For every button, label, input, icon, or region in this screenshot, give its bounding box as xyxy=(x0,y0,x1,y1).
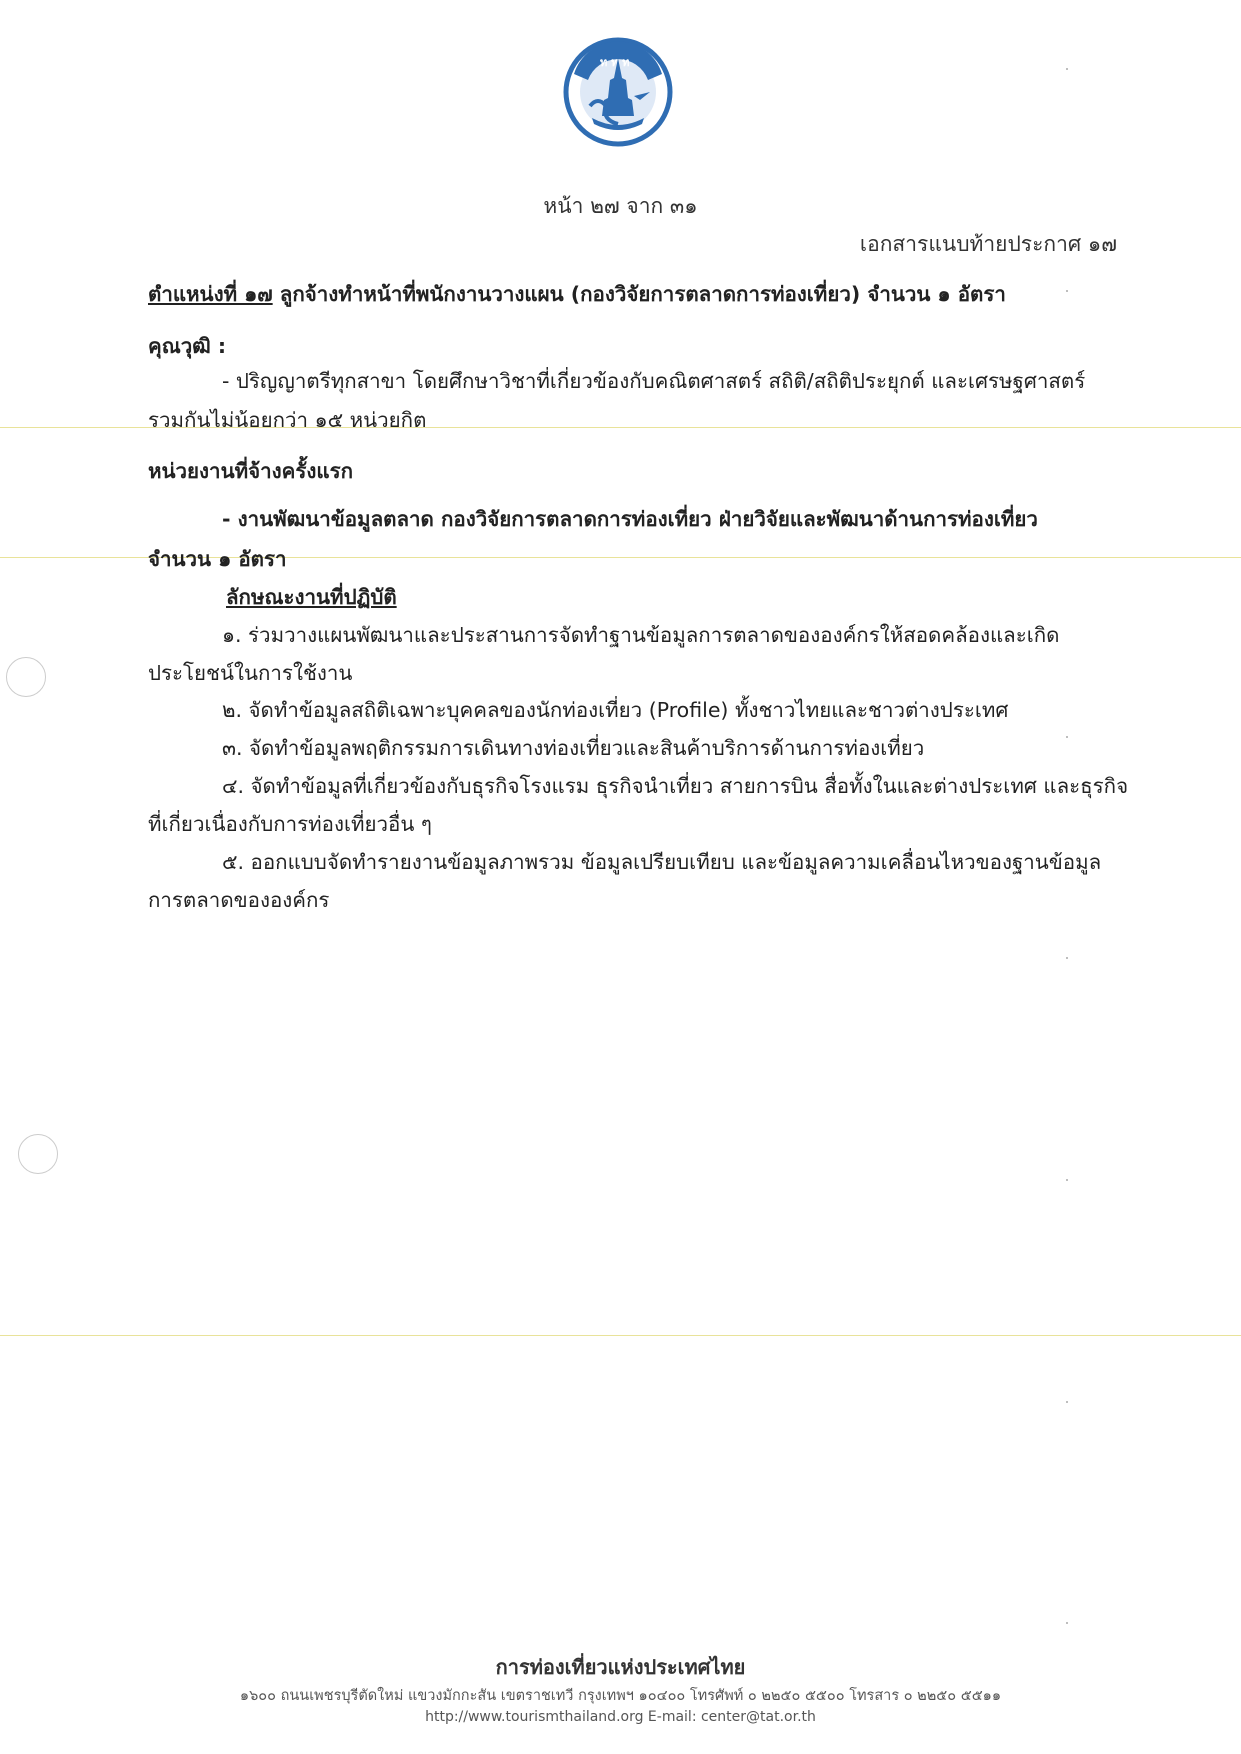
tat-logo xyxy=(562,36,674,148)
scan-speck xyxy=(1066,957,1068,959)
duty-line: ๓. จัดทำข้อมูลพฤติกรรมการเดินทางท่องเที่ยวและสินค้าบริการด้านการท่องเที่ยว xyxy=(222,736,925,760)
first-unit-line: - งานพัฒนาข้อมูลตลาด กองวิจัยการตลาดการท่องเที่ยว ฝ่ายวิจัยและพัฒนาด้านการท่องเที่ยว xyxy=(222,507,1038,531)
svg-text:ท ท ท: ท ท ท xyxy=(600,56,630,69)
page-number: หน้า ๒๗ จาก ๓๑ xyxy=(543,194,698,218)
qualification-line: รวมกันไม่น้อยกว่า ๑๕ หน่วยกิต xyxy=(148,408,427,432)
qualification-line: - ปริญญาตรีทุกสาขา โดยศึกษาวิชาที่เกี่ยวข้องกับคณิตศาสตร์ สถิติ/สถิติประยุกต์ และเศรษฐศาสตร์ xyxy=(222,369,1086,393)
first-unit-line: จำนวน ๑ อัตรา xyxy=(148,547,287,571)
duty-line: ๕. ออกแบบจัดทำรายงานข้อมูลภาพรวม ข้อมูลเปรียบเทียบ และข้อมูลความเคลื่อนไหวของฐานข้อมูล xyxy=(222,850,1102,874)
duty-line: ประโยชน์ในการใช้งาน xyxy=(148,661,353,685)
footer-org-name: การท่องเที่ยวแห่งประเทศไทย xyxy=(495,1655,746,1679)
first-unit-heading: หน่วยงานที่จ้างครั้งแรก xyxy=(148,459,353,483)
scan-speck xyxy=(1066,1401,1068,1403)
footer-contact: http://www.tourismthailand.org E-mail: center@tat.or.th xyxy=(425,1709,816,1725)
attachment-label: เอกสารแนบท้ายประกาศ ๑๗ xyxy=(859,232,1117,256)
duties-heading xyxy=(148,578,1117,616)
duties-heading-text: ลักษณะงานที่ปฏิบัติ xyxy=(226,585,397,609)
duty-line: ๒. จัดทำข้อมูลสถิติเฉพาะบุคคลของนักท่องเที่ยว (Profile) ทั้งชาวไทยและชาวต่างประเทศ xyxy=(222,698,1009,722)
hole-punch-mark xyxy=(18,1134,58,1174)
scan-speck xyxy=(1066,1179,1068,1181)
duty-line: การตลาดขององค์กร xyxy=(148,888,330,912)
qualification-heading: คุณวุฒิ : xyxy=(148,334,227,358)
duty-line: ที่เกี่ยวเนื่องกับการท่องเที่ยวอื่น ๆ xyxy=(148,812,432,836)
footer-address: ๑๖๐๐ ถนนเพชรบุรีตัดใหม่ แขวงมักกะสัน เขตราชเทวี กรุงเทพฯ ๑๐๔๐๐ โทรศัพท์ ๐ ๒๒๕๐ ๕๕๐๐ โทรสาร ๐ ๒๒๕๐ ๕๕๑๑ xyxy=(239,1688,1002,1704)
scan-speck xyxy=(1066,1622,1068,1624)
position-label: ตำแหน่งที่ ๑๗ xyxy=(148,282,273,306)
duty-line: ๑. ร่วมวางแผนพัฒนาและประสานการจัดทำฐานข้อมูลการตลาดขององค์กรให้สอดคล้องและเกิด xyxy=(222,623,1060,647)
duty-line: ๔. จัดทำข้อมูลที่เกี่ยวข้องกับธุรกิจโรงแรม ธุรกิจนำเที่ยว สายการบิน สื่อทั้งในและต่างประเทศ และธุรกิจ xyxy=(222,774,1129,798)
scan-line xyxy=(0,1335,1241,1336)
position-text: ลูกจ้างทำหน้าที่พนักงานวางแผน (กองวิจัยการตลาดการท่องเที่ยว) จำนวน ๑ อัตรา xyxy=(272,282,1006,306)
hole-punch-mark xyxy=(6,657,46,697)
tat-temple-logo-icon xyxy=(562,36,674,148)
scan-speck xyxy=(1066,68,1068,70)
position-title xyxy=(148,275,1117,313)
